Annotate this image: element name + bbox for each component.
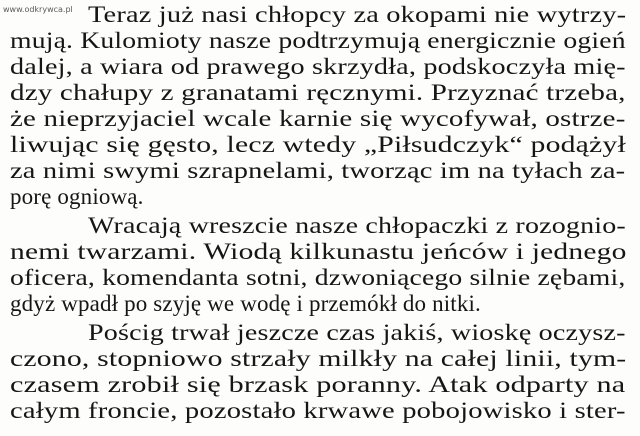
text-line: że nieprzyjaciel wcale karnie się wycofywał, ostrze- [10, 106, 626, 131]
text-line: Wracają wreszcie nasze chłopaczki z rozognio- [88, 213, 626, 238]
text-line: Teraz już nasi chłopcy za okopami nie wytrzy- [88, 2, 627, 27]
text-line: dzy chałupy z granatami ręcznymi. Przyznać trzeba, [10, 80, 626, 105]
text-line: Pościg trwał jeszcze czas jakiś, wioskę oczysz- [88, 320, 626, 345]
text-line: porę ogniową. [10, 184, 144, 209]
text-line: gdyż wpadł po szyję we wodę i przemókł do nitki. [10, 291, 481, 316]
text-line: za nimi swymi szrapnelami, tworząc im na tyłach za- [10, 158, 626, 183]
text-line: oficera, komendanta sotni, dzwoniącego silnie zębami, [10, 265, 626, 290]
text-line: liwując się gęsto, lecz wtedy „Piłsudczyk“ podążył [10, 132, 626, 157]
text-line: całym froncie, pozostało krwawe pobojowisko i ster- [10, 398, 626, 423]
text-line: dalej, a wiara od prawego skrzydła, podskoczyła mię- [10, 54, 626, 79]
text-line: mują. Kulomioty nasze podtrzymują energicznie ogień [10, 28, 626, 53]
watermark: www.odkrywca.pl [3, 5, 73, 14]
text-line: czasem zrobił się brzask poranny. Atak odparty na [10, 372, 626, 397]
text-line: czono, stopniowo strzały milkły na całej linii, tym- [10, 346, 627, 371]
text-line: nemi twarzami. Wiodą kilkunastu jeńców i jednego [10, 239, 627, 264]
